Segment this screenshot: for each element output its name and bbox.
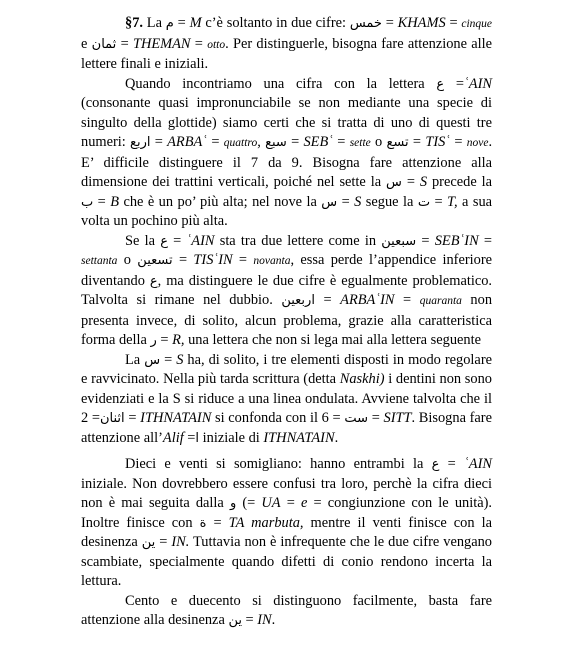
arabic-numeral-word: ين — [228, 613, 242, 628]
paragraph-ain-tens — [81, 232, 492, 351]
arabic-numeral-word: م — [165, 16, 174, 31]
text-run: Cento e duecento si distinguono facilmente, basta fare attenzione alla desinenza — [81, 592, 492, 628]
transliteration: TA marbuta, — [228, 514, 304, 531]
text-run: = — [444, 75, 465, 92]
text-run: = — [430, 193, 448, 210]
text-run: = — [116, 35, 133, 52]
transliteration: THEMAN — [132, 35, 191, 52]
text-run: = — [381, 15, 398, 31]
text-run: , — [257, 134, 266, 150]
transliteration: KHAMS — [397, 15, 446, 31]
arabic-numeral-word: ت — [417, 194, 431, 210]
text-run: , essa perde l’appendice inferiore diventando — [81, 252, 492, 289]
text-run: = — [206, 514, 229, 531]
text-run: c’è soltanto in due cifre: — [201, 15, 350, 31]
transliteration: ʿAIN — [186, 232, 215, 249]
arabic-numeral-word: و — [229, 496, 237, 511]
transliteration: e — [300, 495, 308, 511]
transliteration: TISʿ — [425, 134, 451, 150]
text-run: = — [207, 134, 224, 150]
text-run: = — [173, 15, 190, 31]
text-run: e — [81, 35, 92, 52]
transliteration: T, — [447, 193, 458, 210]
text-run: = — [314, 292, 341, 308]
arabic-numeral-word: تسع — [386, 135, 409, 150]
text-run: = — [286, 134, 304, 150]
transliteration: ITHNATAIN — [263, 429, 335, 446]
transliteration: ʿAIN — [464, 75, 492, 92]
italian-translation: quaranta — [419, 295, 462, 307]
text-run: = — [478, 232, 493, 249]
text-run: , ma distinguere le due cifre è egualmente problematico. Talvolta si rimane nel dubbio. — [81, 272, 493, 308]
text-run: . E’ difficile distinguere il 7 da 9. Bisogna fare attenzione alla dimensione dei trattini verticali, poiché nel sette la — [81, 134, 493, 190]
text-run: = — [160, 351, 177, 368]
text-run: = — [190, 35, 208, 52]
text-run: = — [416, 232, 435, 249]
text-run: = — [439, 456, 465, 472]
transliteration: B — [110, 193, 120, 210]
document-page — [81, 14, 492, 631]
transliteration: UA — [261, 495, 281, 511]
text-run: . — [334, 429, 339, 446]
arabic-numeral-word: اربع — [130, 135, 151, 150]
arabic-numeral-word: سبع — [265, 135, 287, 150]
transliteration: SEBʿ — [303, 134, 334, 150]
transliteration: R, — [172, 332, 185, 348]
text-run: = — [172, 252, 194, 268]
text-run: una lettera che non si lega mai alla lettera seguente — [184, 332, 481, 348]
text-run: iniziale. Non dovrebbero essere confusi tra loro, perchè la cifra dieci non è mai seguita dalla — [81, 475, 492, 511]
text-run: non presenta invece, di solito, alcun problema, grazie alla caratteristica forma della — [81, 292, 493, 348]
arabic-numeral-word: ة — [199, 515, 207, 531]
transliteration: ʿAIN — [464, 456, 492, 472]
italian-translation: sette — [349, 137, 371, 149]
text-run: = — [183, 429, 196, 446]
section-number: §7. — [125, 15, 143, 31]
text-run: . Bisogna fare attenzione all’ — [81, 410, 492, 446]
text-run: Se la — [125, 232, 161, 249]
text-run: = — [408, 134, 426, 150]
paragraph-section-7 — [81, 14, 492, 75]
text-run: ha, di solito, i tre elementi disposti in modo regolare e ravvicinato. Nella più tarda scrittura (detta — [81, 351, 492, 387]
text-run: = — [156, 332, 173, 348]
transliteration: M — [189, 15, 202, 31]
text-run: = — [155, 534, 172, 550]
text-run: = — [394, 292, 420, 308]
text-run: iniziale di — [199, 429, 264, 446]
arabic-numeral-word: ع — [160, 233, 168, 249]
italian-translation: quattro — [223, 137, 258, 149]
text-run: a sua volta un pochino più alta. — [81, 193, 493, 229]
text-run: = congiunzione con le unità). Inoltre finisce con — [81, 495, 492, 531]
arabic-numeral-word: ع — [149, 273, 158, 289]
italian-translation: settanta — [81, 255, 118, 267]
arabic-numeral-word: ر — [150, 333, 157, 348]
transliteration: ARBAʿ — [167, 134, 208, 150]
arabic-numeral-word: اثنان — [100, 411, 125, 426]
text-run: = — [232, 252, 254, 268]
arabic-numeral-word: خمس — [349, 16, 382, 31]
italian-translation: novanta — [253, 255, 291, 267]
text-run: = — [401, 174, 420, 190]
text-run: = — [450, 134, 467, 150]
arabic-numeral-word: سبعين — [381, 233, 417, 249]
arabic-numeral-word: ب — [81, 194, 94, 210]
text-run: segue la — [361, 193, 418, 210]
text-run: i dentini non sono evidenziati e la S si riduce a una linea ondulata. Avviene talvolta che il 2 = — [81, 371, 492, 426]
text-run: = — [368, 410, 384, 426]
text-run: La — [143, 15, 166, 31]
text-run: mentre il venti finisce con la desinenza — [81, 514, 492, 550]
text-run: = — [280, 495, 301, 511]
text-run: = — [167, 232, 187, 249]
transliteration: ITHNATAIN — [140, 410, 212, 426]
text-run: . — [271, 612, 276, 628]
text-run: = — [333, 134, 350, 150]
arabic-numeral-word: ثمان — [91, 36, 117, 52]
arabic-numeral-word: س — [144, 352, 161, 368]
transliteration: S — [354, 193, 362, 210]
text-run: Quando incontriamo una cifra con la lettera — [125, 75, 437, 92]
text-run: precede la — [427, 174, 493, 190]
transliteration: Alif — [162, 429, 184, 446]
text-run: = — [150, 134, 168, 150]
text-run: sta tra due lettere come in — [214, 232, 382, 249]
arabic-numeral-word: تسعين — [137, 253, 173, 268]
arabic-numeral-word: س — [321, 194, 338, 210]
arabic-numeral-word: ست — [344, 411, 369, 426]
text-run: che è un po’ più alta; nel nove la — [119, 193, 322, 210]
transliteration: IN. — [171, 534, 190, 550]
text-run: = — [124, 410, 141, 426]
arabic-numeral-word: ع — [431, 457, 440, 472]
text-run: o — [370, 134, 387, 150]
transliteration: SITT — [383, 410, 412, 426]
arabic-numeral-word: ع — [436, 76, 445, 92]
transliteration: SEBʿIN — [434, 232, 479, 249]
paragraph-hundreds — [81, 592, 492, 631]
text-run: si confonda con il 6 = — [211, 410, 345, 426]
paragraph-sin — [81, 351, 492, 449]
text-run: (consonante quasi impronunciabile se non mediante una specie di singulto della glottide) siamo certi che si tratta di uno di questi tre numeri: — [81, 95, 492, 150]
arabic-numeral-word: ا — [195, 430, 200, 446]
paragraph-ain — [81, 75, 492, 232]
text-run: = — [93, 193, 111, 210]
arabic-numeral-word: س — [386, 175, 402, 190]
italian-translation: otto — [207, 38, 226, 51]
transliteration: IN — [257, 612, 272, 628]
text-run: o — [117, 252, 138, 268]
text-run: La — [125, 351, 145, 368]
text-run: (= — [236, 495, 262, 511]
italian-translation: cinque — [461, 18, 493, 30]
arabic-numeral-word: ين — [141, 535, 156, 550]
text-run: = — [445, 15, 462, 31]
transliteration: Naskhi) — [339, 371, 385, 387]
text-run: = — [337, 193, 355, 210]
text-run: Dieci e venti si somigliano: hanno entrambi la — [125, 456, 432, 472]
italian-translation: nove — [466, 137, 489, 149]
text-run: Tuttavia non è infrequente che le due cifre vengano scambiate, specialmente quando difetti di conio rendono incerta la lettura. — [81, 534, 492, 589]
text-run: = — [241, 612, 258, 628]
transliteration: TISʿIN — [193, 252, 233, 268]
text-run: . Per distinguerle, bisogna fare attenzione alle lettere finali e iniziali. — [81, 35, 493, 72]
paragraph-ten-twenty — [81, 455, 492, 592]
transliteration: ARBAʿIN — [340, 292, 395, 308]
transliteration: S — [176, 351, 184, 368]
arabic-numeral-word: اربعين — [281, 293, 315, 308]
transliteration: S — [419, 174, 428, 190]
